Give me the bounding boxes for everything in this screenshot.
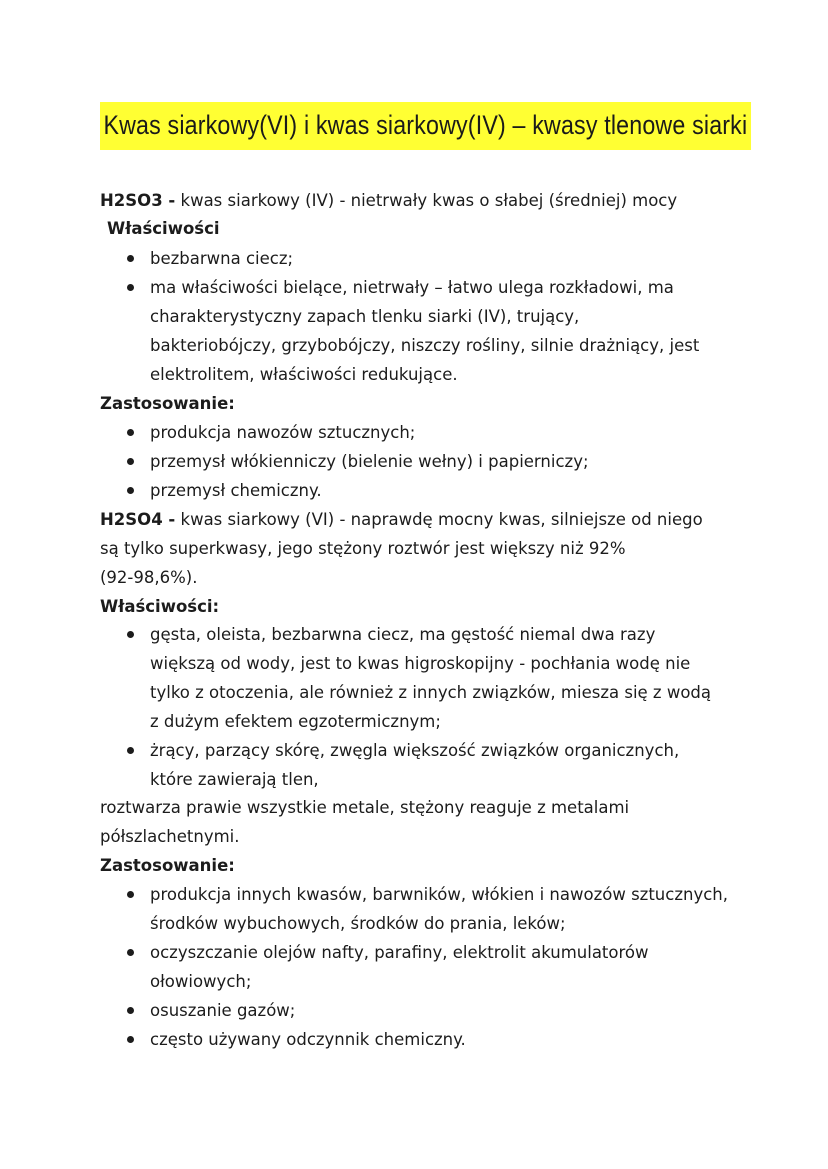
bullet-icon <box>127 747 134 754</box>
h2so4-property-1-line-3: tylko z otoczenia, ale również z innych związków, miesza się z wodą <box>150 683 711 702</box>
h2so4-use-1-line-2: środków wybuchowych, środków do prania, leków; <box>150 914 566 933</box>
bullet-icon <box>127 891 134 898</box>
h2so3-properties-heading: Właściwości <box>107 219 220 238</box>
h2so4-intro-line-3: (92-98,6%). <box>100 568 198 587</box>
h2so4-uses-heading: Zastosowanie: <box>100 856 235 875</box>
h2so4-use-4: często używany odczynnik chemiczny. <box>150 1030 466 1049</box>
h2so4-use-1-line-1: produkcja innych kwasów, barwników, włókien i nawozów sztucznych, <box>150 885 728 904</box>
h2so4-intro-line-2: są tylko superkwasy, jego stężony roztwór jest większy niż 92% <box>100 539 626 558</box>
bullet-icon <box>127 1007 134 1014</box>
h2so4-properties-heading: Właściwości: <box>100 597 220 616</box>
bullet-icon <box>127 1036 134 1043</box>
h2so3-property-2-line-3: bakteriobójczy, grzybobójczy, niszczy rośliny, silnie drażniący, jest <box>150 336 700 355</box>
h2so3-use-1: produkcja nawozów sztucznych; <box>150 423 416 442</box>
title-highlight <box>100 102 828 150</box>
h2so3-intro: kwas siarkowy (IV) - nietrwały kwas o słabej (średniej) mocy <box>175 191 678 210</box>
h2so4-property-1-line-1: gęsta, oleista, bezbarwna ciecz, ma gęstość niemal dwa razy <box>150 625 656 644</box>
h2so4-property-2-line-2: które zawierają tlen, <box>150 770 319 789</box>
h2so4-property-1-line-2: większą od wody, jest to kwas higroskopijny - pochłania wodę nie <box>150 654 691 673</box>
h2so3-property-2-line-1: ma właściwości bielące, nietrwały – łatwo ulega rozkładowi, ma <box>150 278 674 297</box>
h2so3-property-1: bezbarwna ciecz; <box>150 249 294 268</box>
h2so3-use-2: przemysł włókienniczy (bielenie wełny) i papierniczy; <box>150 452 589 471</box>
bullet-icon <box>127 487 134 494</box>
h2so3-formula: H2SO3 - <box>100 191 176 210</box>
page-title: Kwas siarkowy(VI) i kwas siarkowy(IV) – kwasy tlenowe siarki <box>100 102 751 150</box>
h2so4-use-3: osuszanie gazów; <box>150 1001 296 1020</box>
h2so4-extra-line-1: roztwarza prawie wszystkie metale, stężony reaguje z metalami <box>100 798 630 817</box>
h2so3-uses-heading: Zastosowanie: <box>100 394 235 413</box>
h2so4-formula: H2SO4 - <box>100 510 176 529</box>
h2so3-property-2-line-4: elektrolitem, właściwości redukujące. <box>150 365 458 384</box>
h2so4-use-2-line-2: ołowiowych; <box>150 972 252 991</box>
bullet-icon <box>127 255 134 262</box>
bullet-icon <box>127 429 134 436</box>
h2so4-intro-line-1 <box>100 509 703 531</box>
h2so4-property-2-line-1: żrący, parzący skórę, zwęgla większość związków organicznych, <box>150 741 680 760</box>
bullet-icon <box>127 631 134 638</box>
h2so3-intro-line <box>100 190 677 212</box>
h2so4-extra-line-2: półszlachetnymi. <box>100 827 240 846</box>
h2so4-intro: kwas siarkowy (VI) - naprawdę mocny kwas, silniejsze od niego <box>175 510 703 529</box>
bullet-icon <box>127 284 134 291</box>
bullet-icon <box>127 458 134 465</box>
h2so4-property-1-line-4: z dużym efektem egzotermicznym; <box>150 712 441 731</box>
h2so3-property-2-line-2: charakterystyczny zapach tlenku siarki (IV), trujący, <box>150 307 580 326</box>
h2so4-use-2-line-1: oczyszczanie olejów nafty, parafiny, elektrolit akumulatorów <box>150 943 649 962</box>
bullet-icon <box>127 949 134 956</box>
h2so3-use-3: przemysł chemiczny. <box>150 481 322 500</box>
